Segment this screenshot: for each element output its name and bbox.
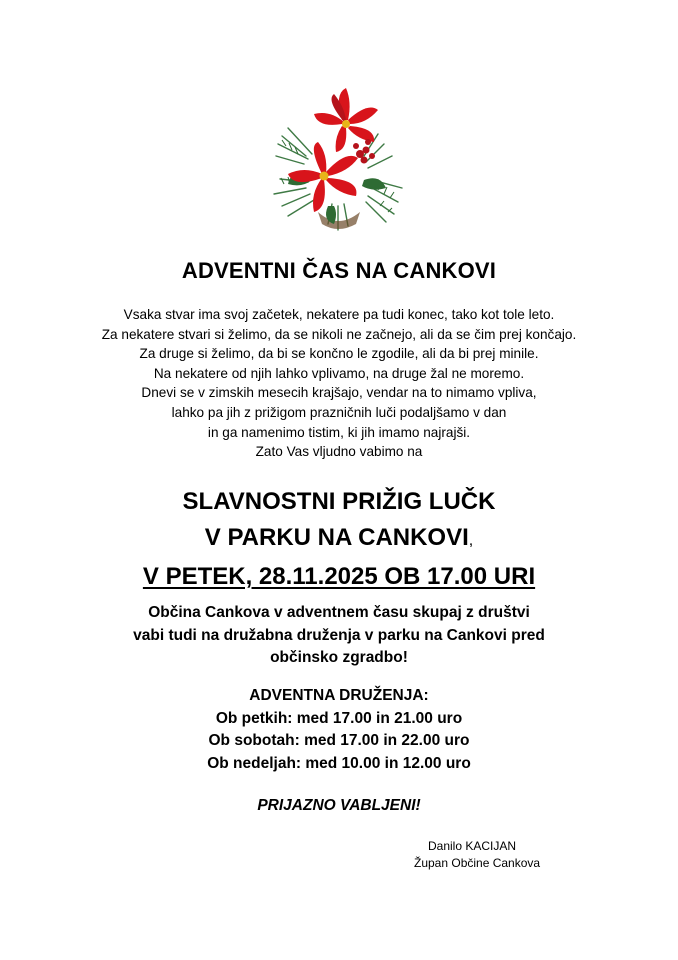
event-announcement <box>0 484 678 595</box>
event-date: V PETEK, 28.11.2025 OB 17.00 URI <box>142 563 536 590</box>
invite-line: vabi tudi na družabna druženja v parku na Cankovi pred <box>133 626 545 644</box>
event-location-comma: , <box>468 532 474 549</box>
intro-line: Dnevi se v zimskih mesecih krajšajo, vendar na to nimamo vpliva, <box>141 385 537 401</box>
invite-line: občinsko zgradbo! <box>270 649 408 666</box>
intro-line: Za nekatere stvari si želimo, da se nikoli ne začnejo, ali da se čim prej končajo. <box>101 326 577 342</box>
page-title: ADVENTNI ČAS NA CANKOVI <box>181 258 497 283</box>
intro-line: lahko pa jih z prižigom prazničnih luči podaljšamo v dan <box>171 404 507 420</box>
schedule-item: Ob sobotah: med 17.00 in 22.00 uro <box>208 732 470 749</box>
intro-text <box>0 305 678 462</box>
intro-line: Za druge si želimo, da bi se končno le zgodile, ali da bi prej minile. <box>139 346 539 362</box>
invite-line: Občina Cankova v adventnem času skupaj z društvi <box>148 604 530 621</box>
schedule-item: Ob petkih: med 17.00 in 21.00 uro <box>215 709 463 727</box>
closing-text: PRIJAZNO VABLJENI! <box>257 797 421 814</box>
schedule-item: Ob nedeljah: med 10.00 in 12.00 uro <box>207 754 471 772</box>
poinsettia-icon <box>268 84 408 234</box>
invite-text <box>0 602 678 670</box>
signature-role: Župan Občine Cankova <box>414 856 541 870</box>
signature-name: Danilo KACIJAN <box>428 839 517 853</box>
intro-line: Zato Vas vljudno vabimo na <box>255 444 423 460</box>
intro-line: Na nekatere od njih lahko vplivamo, na druge žal ne moremo. <box>153 365 525 381</box>
signature-block <box>414 838 540 872</box>
intro-line: Vsaka stvar ima svoj začetek, nekatere pa tudi konec, tako kot tole leto. <box>123 307 555 322</box>
event-location: V PARKU NA CANKOVI <box>204 524 469 551</box>
gatherings-schedule <box>0 685 678 775</box>
event-title: SLAVNOSTNI PRIŽIG LUČK <box>182 488 496 515</box>
event-location-line <box>0 520 678 559</box>
intro-line: in ga namenimo tistim, ki jih imamo najrajši. <box>207 424 471 440</box>
gatherings-heading: ADVENTNA DRUŽENJA: <box>249 687 429 704</box>
